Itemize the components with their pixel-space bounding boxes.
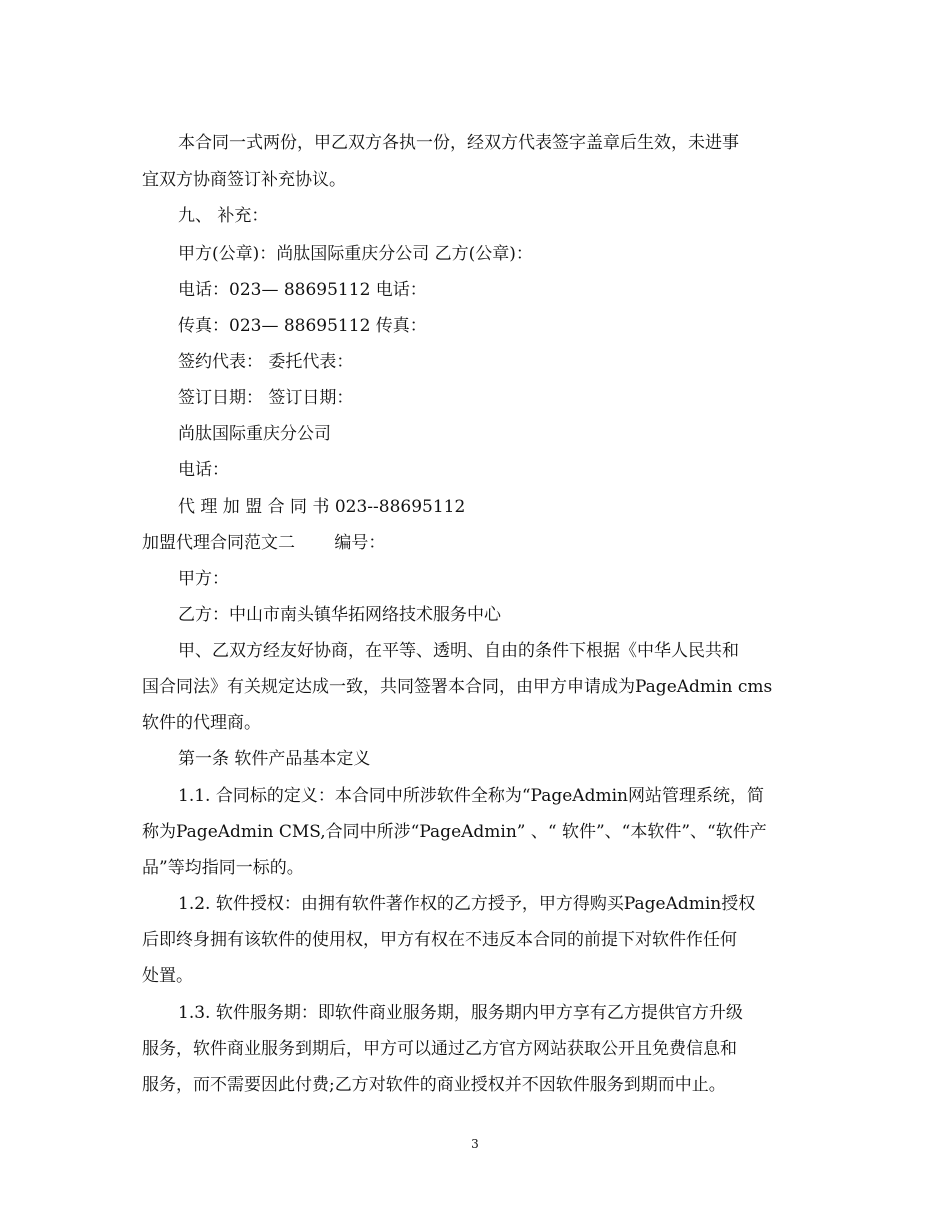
text-line: 本合同一式两份，甲乙双方各执一份，经双方代表签字盖章后生效，未进事	[178, 133, 739, 153]
text-line: 1.2. 软件授权：由拥有软件著作权的乙方授予，甲方得购买PageAdmin授权	[178, 894, 756, 914]
text-line: 后即终身拥有该软件的使用权，甲方有权在不违反本合同的前提下对软件作任何	[142, 930, 737, 950]
text-line: 甲、乙双方经友好协商，在平等、透明、自由的条件下根据《中华人民共和	[178, 641, 739, 661]
text-line: 1.1. 合同标的定义：本合同中所涉软件全称为“PageAdmin网站管理系统，简	[178, 786, 764, 806]
text-line: 软件的代理商。	[142, 713, 261, 733]
text-line: 签约代表： 委托代表：	[178, 352, 354, 372]
document-title: 加盟代理合同范文二 编号：	[142, 533, 386, 553]
text-line: 甲方(公章)：尚肽国际重庆分公司 乙方(公章)：	[178, 244, 533, 264]
section-heading: 第一条 软件产品基本定义	[178, 749, 371, 769]
text-line: 称为PageAdmin CMS,合同中所涉“PageAdmin” 、“ 软件”、“本软件”、“软件产	[142, 822, 767, 842]
text-line: 1.3. 软件服务期：即软件商业服务期，服务期内甲方享有乙方提供官方升级	[178, 1003, 743, 1023]
text-line: 甲方：	[178, 569, 229, 589]
text-line: 处置。	[142, 966, 193, 986]
text-line: 服务，而不需要因此付费;乙方对软件的商业授权并不因软件服务到期而中止。	[142, 1075, 726, 1095]
text-line: 电话：023— 88695112 电话：	[178, 280, 427, 300]
text-line: 服务，软件商业服务到期后，甲方可以通过乙方官方网站获取公开且免费信息和	[142, 1039, 737, 1059]
text-line: 国合同法》有关规定达成一致，共同签署本合同，由甲方申请成为PageAdmin cms	[142, 677, 773, 697]
text-line: 代 理 加 盟 合 同 书 023--88695112	[178, 497, 466, 517]
text-line: 尚肽国际重庆分公司	[178, 424, 331, 444]
text-line: 宜双方协商签订补充协议。	[142, 170, 346, 190]
text-line: 乙方：中山市南头镇华拓网络技术服务中心	[178, 605, 501, 625]
text-line: 传真：023— 88695112 传真：	[178, 316, 427, 336]
text-line: 签订日期： 签订日期：	[178, 388, 354, 408]
text-line: 品”等均指同一标的。	[142, 858, 304, 878]
text-line: 电话：	[178, 460, 229, 480]
section-heading: 九、 补充：	[178, 206, 269, 226]
page-number: 3	[471, 1137, 479, 1151]
